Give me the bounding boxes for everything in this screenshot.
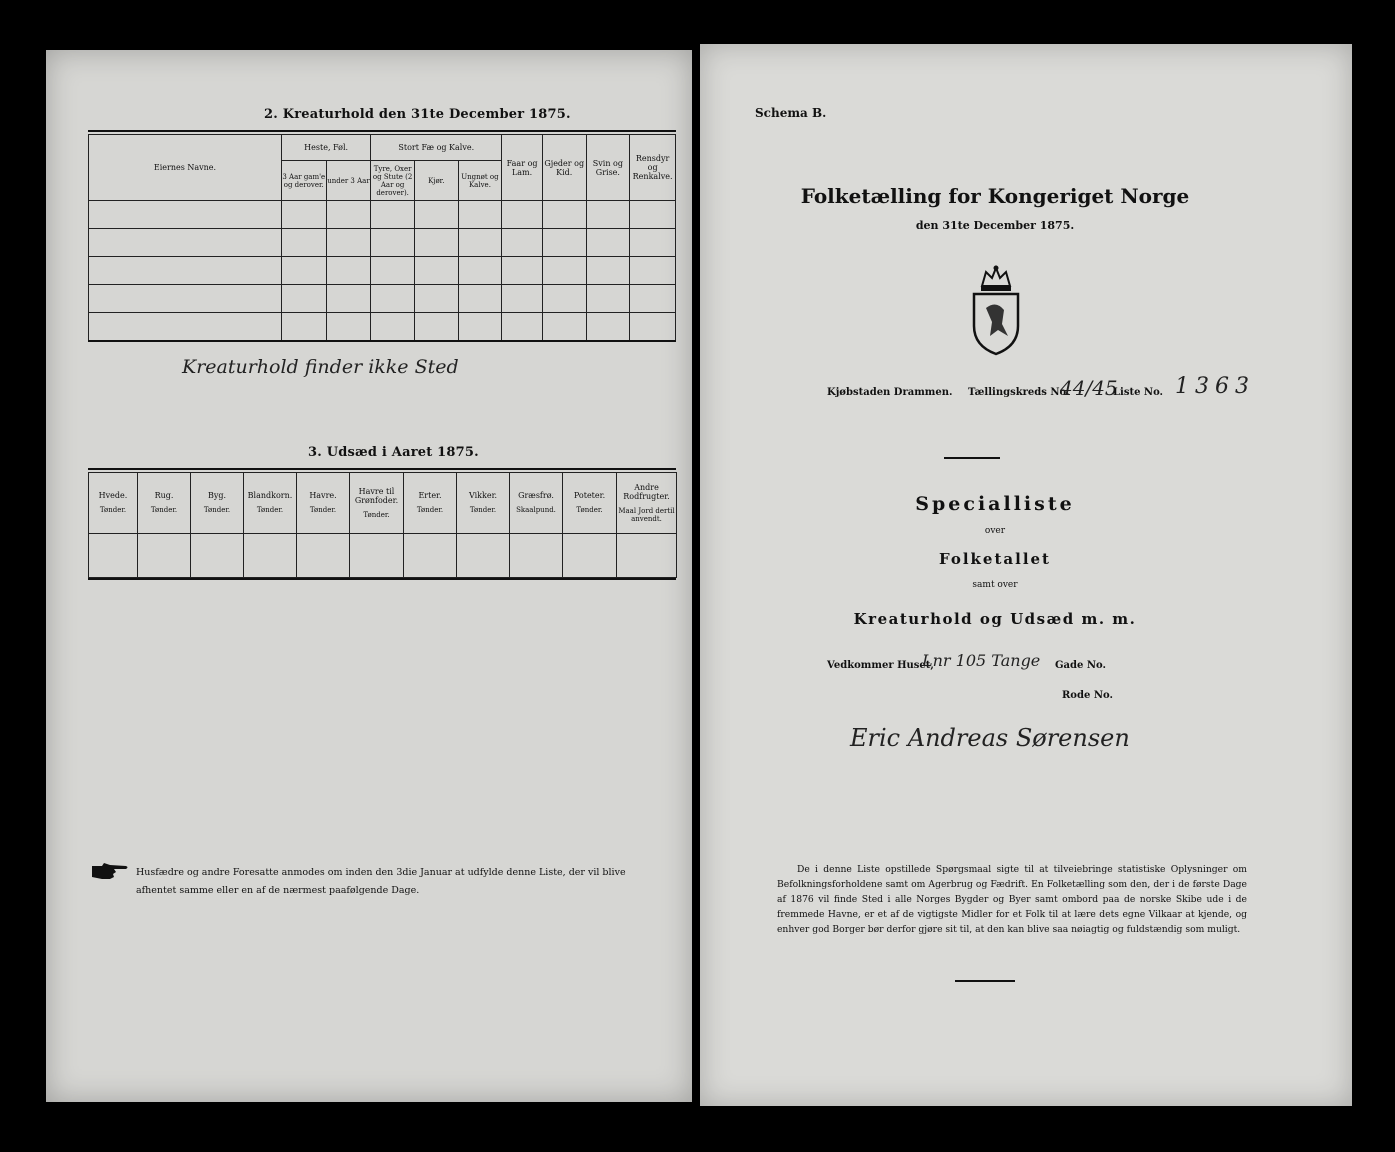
date-line: den 31te December 1875. — [915, 219, 1075, 232]
seed-header-cell — [138, 473, 191, 534]
section2-bottom-rule — [88, 340, 676, 342]
notice-text — [136, 864, 676, 900]
pointing-hand-icon — [90, 860, 130, 882]
right-page — [700, 44, 1352, 1106]
seed-header-cell — [404, 473, 457, 534]
seed-cell — [510, 533, 563, 577]
header-cattle-cows: Kjør. — [414, 161, 458, 201]
seed-header-label: Havre. — [309, 491, 337, 501]
section2-top-rule — [88, 130, 676, 132]
kjobstad-label: Kjøbstaden Drammen. — [827, 387, 953, 398]
section3-title: 3. Udsæd i Aaret 1875. — [308, 445, 479, 460]
seed-header-label: Erter. — [418, 491, 442, 501]
seed-cell — [191, 533, 244, 577]
table-row — [89, 313, 676, 341]
seed-header-unit: Tønder. — [576, 506, 603, 515]
kreds-value: 44/45 — [1060, 376, 1118, 400]
seed-header-cell — [297, 473, 350, 534]
rode-label: Rode No. — [1062, 690, 1113, 701]
coat-of-arms-icon — [968, 264, 1024, 356]
header-cattle-young: Ungnøt og Kalve. — [458, 161, 502, 201]
seed-header-label: Andre Rodfrugter. — [623, 482, 670, 501]
header-owners: Eiernes Navne. — [89, 135, 282, 201]
schema-label: Schema B. — [755, 106, 827, 120]
notice-line-1: Husfædre og andre Foresatte anmodes om inden den 3die Januar at udfylde denne Liste, der vil blive — [136, 867, 626, 878]
header-horses: Heste, Føl. — [281, 135, 370, 161]
seed-header-cell — [617, 473, 677, 534]
seed-table — [88, 472, 677, 578]
handwritten-note: Kreaturhold finder ikke Sted — [182, 356, 459, 378]
header-goats: Gjeder og Kid. — [542, 135, 586, 201]
seed-header-cell — [563, 473, 617, 534]
livestock-table — [88, 134, 676, 341]
kreds-label: Tællingskreds No. — [968, 387, 1070, 398]
table-row — [89, 285, 676, 313]
table-row — [89, 229, 676, 257]
specialliste-heading: Specialliste — [915, 493, 1075, 515]
header-reindeer: Rensdyr og Renkalve. — [630, 135, 676, 201]
section3-top-rule — [88, 468, 676, 470]
seed-cell — [617, 533, 677, 577]
seed-header-cell — [191, 473, 244, 534]
seed-header-cell — [510, 473, 563, 534]
header-horses-old: 3 Aar gam'e og derover. — [281, 161, 326, 201]
seed-header-label: Vikker. — [468, 491, 498, 501]
seed-cell — [297, 533, 350, 577]
seed-header-label: Rug. — [154, 491, 174, 501]
table-row — [89, 533, 677, 577]
seed-header-label: Græsfrø. — [518, 491, 554, 501]
seed-header-label: Blandkorn. — [247, 491, 293, 501]
header-cattle-bulls: Tyre, Oxer og Stute (2 Aar og derover). — [371, 161, 415, 201]
seed-header-unit: Tønder. — [256, 506, 284, 515]
seed-header-unit: Tønder. — [150, 506, 178, 515]
seed-cell — [138, 533, 191, 577]
header-pigs: Svin og Grise. — [586, 135, 630, 201]
kreatur-heading: Kreaturhold og Udsæd m. m. — [853, 610, 1137, 628]
divider-rule — [944, 457, 1000, 459]
liste-value: 1363 — [1175, 374, 1255, 399]
bottom-rule — [955, 980, 1015, 982]
seed-cell — [244, 533, 297, 577]
over-text: over — [984, 526, 1006, 536]
seed-header-cell — [457, 473, 510, 534]
seed-cell — [457, 533, 510, 577]
huset-value: Lnr 105 Tange — [922, 651, 1041, 670]
samt-over-text: samt over — [972, 580, 1018, 590]
liste-label: Liste No. — [1113, 387, 1164, 398]
header-sheep: Faar og Lam. — [502, 135, 543, 201]
explanatory-paragraph: De i denne Liste opstillede Spørgsmaal sigte til at tilveiebringe statistiske Oplysninger om Befolkningsforholdene samt om Agerbrug og Fædrift. En Folketælling som den, der i de første Dage af 1876 vil finde Sted i alle Norges Bygder og Byer samt ombord paa de norske Skibe ude i de fremmede Havne, er et af de vigtigste Midler for et Folk til at lære dets egne Vilkaar at kjende, og enhver god Borger bør derfor gjøre sit til, at den kan blive saa nøiagtig og fuldstændig som muligt. — [777, 864, 1247, 935]
notice-line-2: afhentet samme eller en af de nærmest paafølgende Dage. — [136, 885, 420, 896]
owner-signature: Eric Andreas Sørensen — [850, 724, 1130, 752]
header-cattle: Stort Fæ og Kalve. — [371, 135, 502, 161]
seed-header-unit: Tønder. — [469, 506, 497, 515]
huset-label: Vedkommer Huset, — [827, 660, 934, 671]
seed-header-label: Byg. — [207, 491, 227, 501]
table-row — [89, 257, 676, 285]
seed-header-unit: Tønder. — [99, 506, 127, 515]
left-page — [46, 50, 692, 1102]
seed-header-unit: Tønder. — [416, 506, 444, 515]
seed-header-label: Poteter. — [573, 491, 606, 501]
seed-header-unit: Skaalpund. — [516, 506, 556, 515]
header-horses-young: under 3 Aar — [326, 161, 371, 201]
main-title: Folketælling for Kongeriget Norge — [800, 184, 1190, 208]
seed-cell — [350, 533, 404, 577]
seed-header-unit: Maal Jord dertil anvendt. — [618, 506, 675, 523]
seed-header-cell — [89, 473, 138, 534]
seed-header-cell — [350, 473, 404, 534]
section2-title: 2. Kreaturhold den 31te December 1875. — [264, 107, 571, 122]
seed-header-label: Havre til Grønfoder. — [354, 486, 399, 505]
seed-cell — [563, 533, 617, 577]
seed-header-cell — [244, 473, 297, 534]
seed-header-unit: Tønder. — [363, 510, 390, 519]
seed-header-unit: Tønder. — [309, 506, 337, 515]
seed-header-unit: Tønder. — [203, 506, 231, 515]
section3-bottom-rule — [88, 578, 676, 580]
table-row — [89, 201, 676, 229]
seed-cell — [404, 533, 457, 577]
gade-label: Gade No. — [1055, 660, 1106, 671]
seed-header-label: Hvede. — [98, 491, 128, 501]
folketallet-heading: Folketallet — [939, 550, 1051, 568]
seed-cell — [89, 533, 138, 577]
